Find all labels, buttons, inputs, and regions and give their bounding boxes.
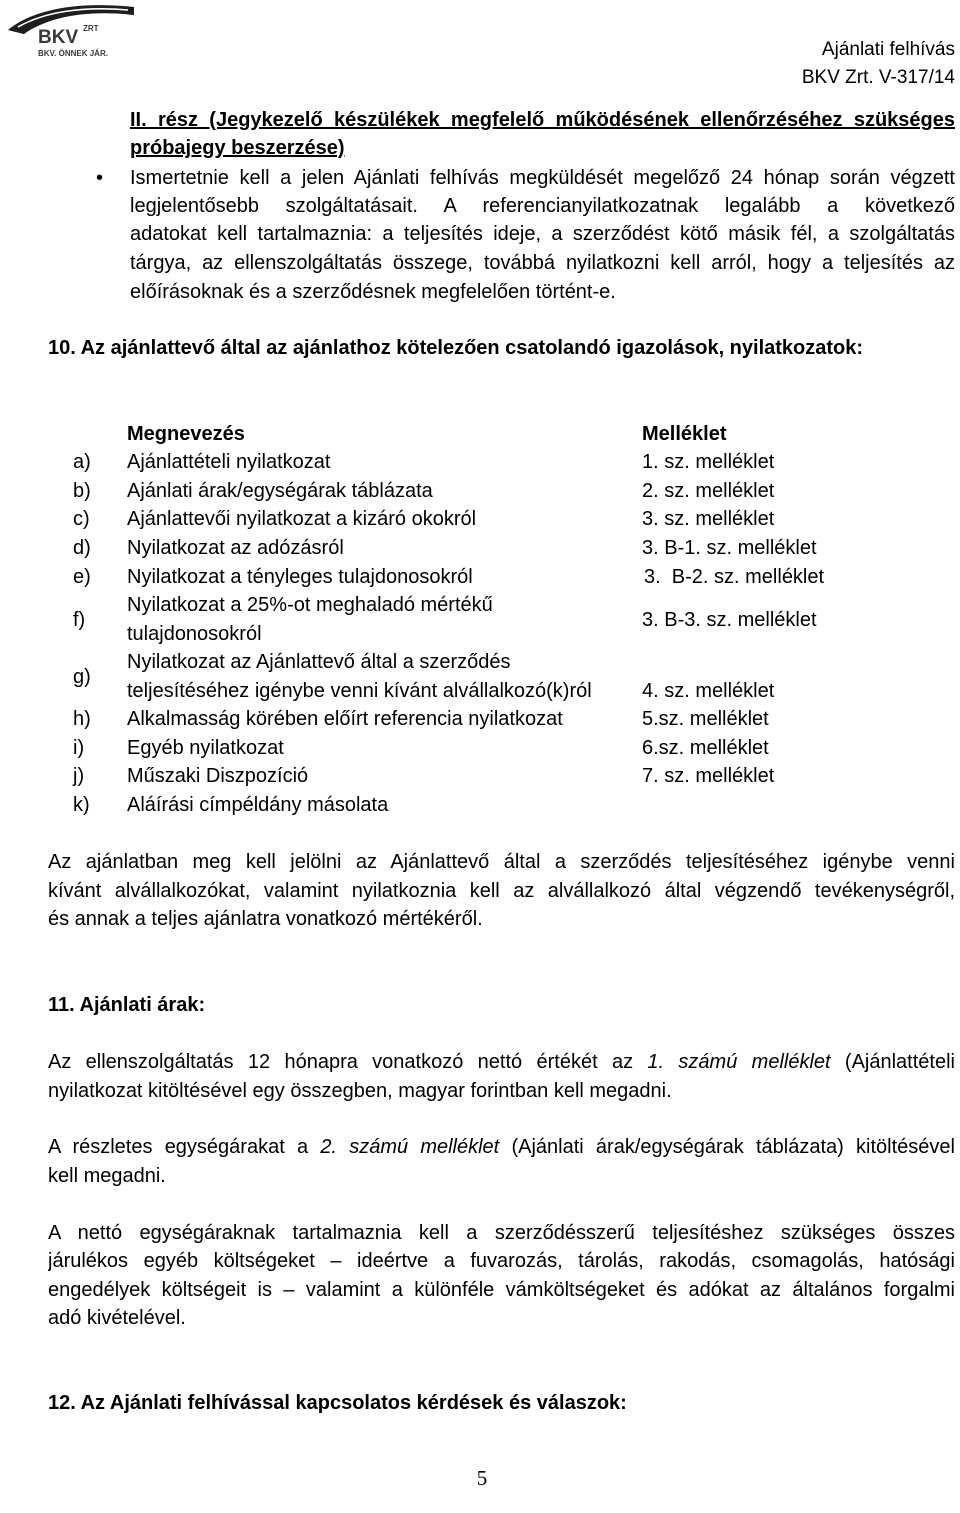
section-11-heading: 11. Ajánlati árak: [48,994,206,1016]
row-annex: 2. sz. melléklet [642,480,775,502]
section-ii-title-line: próbajegy beszerzése) [130,137,345,159]
row-name: Ajánlattevői nyilatkozat a kizáró okokról [127,508,477,530]
logo-name: BKV [38,27,79,48]
text-run: Az ellenszolgáltatás 12 hónapra vonatkozó nettó értékét az [48,1051,648,1073]
paragraph-line: és annak a teljes ajánlatra vonatkozó mértékéről. [48,908,483,930]
row-name: Egyéb nyilatkozat [127,737,284,759]
bullet-text-line: Ismertetnie kell a jelen Ajánlati felhívás megküldését megelőző 24 hónap során végzett [130,167,955,189]
section-10-heading: 10. Az ajánlattevő által az ajánlathoz kötelezően csatolandó igazolások, nyilatkozatok: [48,337,864,359]
paragraph-line: nyilatkozat kitöltésével egy összegben, magyar forintban kell megadni. [48,1080,672,1102]
row-letter: h) [73,708,91,730]
paragraph-line: Az ajánlatban meg kell jelölni az Ajánlattevő által a szerződés teljesítéséhez igénybe venni [48,851,955,873]
document-reference: BKV Zrt. V-317/14 [801,67,955,88]
row-annex: 3. B-2. sz. melléklet [644,566,825,588]
italic-annex-reference: 2. számú melléklet [320,1136,500,1158]
section-12-heading: 12. Az Ajánlati felhívással kapcsolatos kérdések és válaszok: [48,1392,627,1414]
row-name: Nyilatkozat az Ajánlattevő által a szerződés [127,651,511,673]
row-annex: 6.sz. melléklet [642,737,769,759]
row-letter: b) [73,480,91,502]
bullet-text-line: előírásoknak és a szerződésnek megfelelően történt-e. [130,281,616,303]
italic-annex-reference: 1. számú melléklet [647,1051,831,1073]
logo-suffix: ZRT [83,24,99,33]
row-annex: 4. sz. melléklet [642,680,775,702]
bkv-logo [4,0,136,62]
bullet-text-line: tárgya, az ellenszolgáltatás összege, továbbá nyilatkozni kell arról, hogy a teljesítés az [130,252,955,274]
row-letter: i) [73,737,85,759]
row-name: Nyilatkozat az adózásról [127,537,344,559]
row-annex: 1. sz. melléklet [642,451,775,473]
row-name: Ajánlattételi nyilatkozat [127,451,331,473]
paragraph-line: kell megadni. [48,1165,166,1187]
row-annex: 7. sz. melléklet [642,765,775,787]
text-run: (Ajánlattételi [830,1051,955,1073]
row-letter: f) [73,609,86,631]
row-name: Nyilatkozat a tényleges tulajdonosokról [127,566,473,588]
row-letter: g) [73,666,91,688]
page-number: 5 [476,1466,488,1490]
row-annex: 5.sz. melléklet [642,708,769,730]
bullet-text-line: adatokat kell tartalmaznia: a teljesítés ideje, a szerződést kötő másik fél, a szolgáltatás [130,223,955,245]
paragraph-line: járulékos egyéb költségeket – ideértve a fuvarozás, tárolás, rakodás, csomagolás, hatósági [48,1250,955,1272]
row-annex: 3. sz. melléklet [642,508,775,530]
paragraph-line [48,1048,955,1076]
logo-tagline: BKV. ÖNNEK JÁR. [38,49,108,58]
row-name: Aláírási címpéldány másolata [127,794,389,816]
document-title: Ajánlati felhívás [821,39,955,60]
text-run: (Ajánlati árak/egységárak táblázata) kitöltésével [499,1136,955,1158]
bullet-marker: • [96,167,104,189]
section-ii-title-line: II. rész (Jegykezelő készülékek megfelelő működésének ellenőrzéséhez szükséges [130,109,955,131]
row-annex: 3. B-1. sz. melléklet [642,537,817,559]
paragraph-line: adó kivételével. [48,1307,186,1329]
paragraph-line: engedélyek költségeit is – valamint a különféle vámköltségeket és adókat az általános forgalmi [48,1279,955,1301]
row-letter: d) [73,537,91,559]
bullet-text-line: legjelentősebb szolgáltatásait. A referencianyilatkozatnak legalább a következő [130,195,955,217]
row-letter: e) [73,566,91,588]
row-name: tulajdonosokról [127,623,262,645]
row-letter: k) [73,794,90,816]
row-name: Ajánlati árak/egységárak táblázata [127,480,433,502]
row-letter: a) [73,451,91,473]
paragraph-line: A nettó egységáraknak tartalmaznia kell a szerződésszerű teljesítéshez szükséges összes [48,1222,955,1244]
row-letter: c) [73,508,90,530]
row-name: teljesítéséhez igénybe venni kívánt alvállalkozó(k)ról [127,680,592,702]
paragraph-line: kívánt alvállalkozókat, valamint nyilatkoznia kell az alvállalkozó által végzendő tevékenységről, [48,880,955,902]
row-annex: 3. B-3. sz. melléklet [642,609,817,631]
paragraph-line [48,1133,955,1161]
row-name: Alkalmasság körében előírt referencia nyilatkozat [127,708,563,730]
row-name: Műszaki Diszpozíció [127,765,309,787]
table-header-annex: Melléklet [642,423,727,445]
table-header-name: Megnevezés [127,423,245,445]
row-name: Nyilatkozat a 25%-ot meghaladó mértékű [127,594,493,616]
row-letter: j) [73,765,85,787]
text-run: A részletes egységárakat a [48,1136,321,1158]
